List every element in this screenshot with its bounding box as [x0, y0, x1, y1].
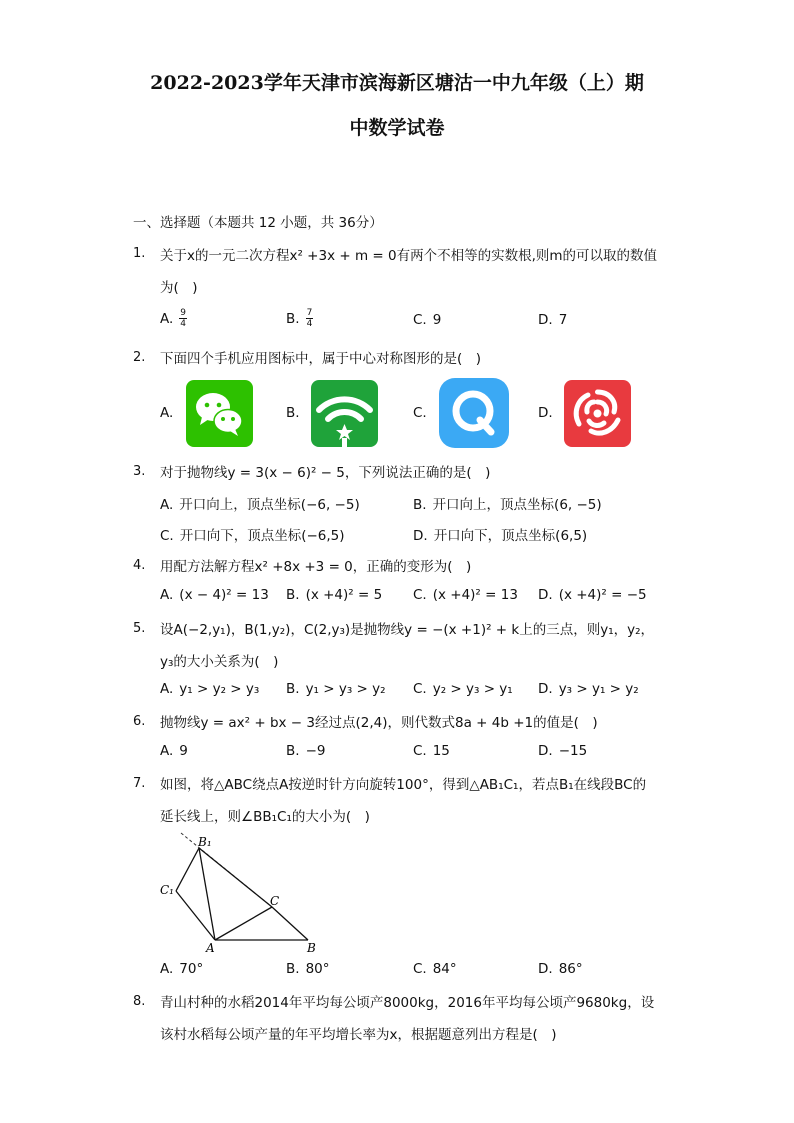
point-label-b: B	[307, 941, 316, 955]
option-a	[160, 743, 188, 759]
option-text: 80°	[305, 961, 330, 977]
option-label: D.	[413, 528, 428, 544]
section-heading: 一、选择题（本题共 12 小题，共 36分）	[133, 215, 383, 231]
option-a	[160, 961, 203, 977]
option-c	[413, 312, 441, 328]
question-text: 抛物线y = ax² + bx − 3经过点(2,4)，则代数式8a + 4b +1的值是( )	[160, 715, 598, 731]
segment-c1a	[176, 891, 215, 940]
option-text: 开口向下，顶点坐标(−6,5)	[179, 528, 345, 544]
option-text: (x +4)² = −5	[558, 587, 647, 603]
option-label-c: C.	[413, 405, 427, 421]
question-number: 8.	[133, 994, 146, 1009]
question-text-cont: 延长线上，则∠BB₁C₁的大小为( )	[160, 809, 370, 825]
q-search-icon	[439, 378, 509, 448]
option-label: A.	[160, 681, 174, 697]
segment-ab1	[199, 848, 215, 940]
option-b	[286, 587, 382, 603]
fraction	[179, 308, 187, 329]
question-number: 2.	[133, 350, 146, 365]
option-d	[538, 961, 583, 977]
question-text-cont: 该村水稻每公顷产量的年平均增长率为x，根据题意列出方程是( )	[160, 1027, 557, 1043]
option-text: −9	[305, 743, 326, 759]
option-a	[160, 587, 269, 603]
option-text: y₃ > y₁ > y₂	[558, 681, 639, 697]
option-text: 开口向上，顶点坐标(6, −5)	[432, 497, 602, 513]
option-label: A.	[160, 743, 174, 759]
option-text: y₁ > y₂ > y₃	[179, 681, 260, 697]
option-text: 70°	[179, 961, 204, 977]
option-label: B.	[286, 587, 300, 603]
option-text: 9	[179, 743, 188, 759]
option-text: 开口向上，顶点坐标(−6, −5)	[179, 497, 360, 513]
option-label: B.	[413, 497, 427, 513]
option-text: 84°	[432, 961, 457, 977]
question-text: 对于抛物线y = 3(x − 6)² − 5，下列说法正确的是( )	[160, 465, 491, 481]
option-b	[286, 681, 386, 697]
rotation-figure	[150, 828, 330, 956]
option-label: C.	[413, 312, 427, 328]
option-text: 7	[558, 312, 568, 328]
option-label: D.	[538, 961, 553, 977]
option-label: B.	[286, 681, 300, 697]
question-number: 5.	[133, 621, 146, 636]
wechat-icon	[186, 380, 253, 447]
option-text: y₁ > y₃ > y₂	[305, 681, 386, 697]
point-label-b1: B₁	[198, 835, 212, 849]
option-a	[160, 308, 187, 329]
option-a	[160, 493, 360, 513]
option-label-b: B.	[286, 405, 300, 421]
question-text: 青山村种的水稻2014年平均每公顷产8000kg，2016年平均每公顷产9680kg，设	[160, 995, 655, 1011]
option-label: D.	[538, 743, 553, 759]
option-b	[413, 493, 602, 513]
option-c	[413, 743, 450, 759]
fraction	[306, 308, 314, 329]
segment-b1c	[199, 848, 272, 907]
point-label-a: A	[206, 941, 215, 955]
option-label: B.	[286, 743, 300, 759]
option-d	[538, 312, 567, 328]
question-text: 下面四个手机应用图标中，属于中心对称图形的是( )	[160, 351, 482, 367]
segment-cb	[272, 907, 308, 940]
option-text: −15	[558, 743, 588, 759]
question-text-cont: y₃的大小关系为( )	[160, 654, 279, 670]
fraction-denominator: 4	[180, 319, 187, 329]
option-label: B.	[286, 310, 300, 327]
option-label-d: D.	[538, 405, 553, 421]
fraction-numerator: 9	[180, 308, 187, 318]
option-d	[538, 587, 647, 603]
option-c	[413, 961, 457, 977]
option-label: C.	[413, 743, 427, 759]
option-b	[286, 743, 325, 759]
option-text: 开口向下，顶点坐标(6,5)	[433, 528, 588, 544]
option-label: C.	[413, 681, 427, 697]
option-d	[538, 681, 639, 697]
wifi-signal-icon	[311, 380, 378, 447]
option-label: D.	[538, 681, 553, 697]
question-text: 用配方法解方程x² +8x +3 = 0，正确的变形为( )	[160, 559, 472, 575]
option-b	[286, 961, 330, 977]
option-text: 86°	[558, 961, 583, 977]
question-text: 如图，将△ABC绕点A按逆时针方向旋转100°，得到△AB₁C₁，若点B₁在线段BC的	[160, 777, 647, 793]
option-a	[160, 681, 259, 697]
question-number: 3.	[133, 464, 146, 479]
segment-ac	[215, 907, 272, 940]
option-c	[413, 587, 518, 603]
option-label: B.	[286, 961, 300, 977]
option-text: (x +4)² = 5	[305, 587, 383, 603]
option-label: A.	[160, 310, 174, 327]
option-text: y₂ > y₃ > y₁	[432, 681, 513, 697]
question-text: 设A(−2,y₁)，B(1,y₂)，C(2,y₃)是抛物线y = −(x +1)² + k上的三点，则y₁，y₂，	[160, 622, 655, 638]
spiral-swirl-icon	[564, 380, 631, 447]
option-label: C.	[160, 528, 174, 544]
option-d	[538, 743, 587, 759]
option-label: A.	[160, 961, 174, 977]
option-label: C.	[413, 587, 427, 603]
question-text: 关于x的一元二次方程x² +3x + m = 0有两个不相等的实数根,则m的可以取的数值	[160, 248, 658, 264]
option-label-a: A.	[160, 405, 174, 421]
option-d	[413, 524, 587, 544]
option-text: (x +4)² = 13	[432, 587, 518, 603]
question-text-cont: 为( )	[160, 280, 198, 296]
option-text: 15	[432, 743, 450, 759]
option-label: A.	[160, 497, 174, 513]
question-number: 6.	[133, 714, 146, 729]
option-text: (x − 4)² = 13	[179, 587, 269, 603]
point-label-c: C	[270, 894, 280, 908]
option-label: A.	[160, 587, 174, 603]
option-text: 9	[432, 312, 442, 328]
exam-title-line-1: 2022-2023学年天津市滨海新区塘沽一中九年级（上）期	[150, 72, 644, 94]
question-number: 4.	[133, 558, 146, 573]
option-c	[413, 681, 513, 697]
option-label: D.	[538, 312, 553, 328]
option-c	[160, 524, 345, 544]
option-label: C.	[413, 961, 427, 977]
question-number: 7.	[133, 776, 146, 791]
exam-title-line-2: 中数学试卷	[349, 117, 445, 139]
option-label: D.	[538, 587, 553, 603]
question-number: 1.	[133, 246, 146, 261]
segment-b1c1	[176, 848, 199, 891]
option-b	[286, 308, 313, 329]
fraction-numerator: 7	[306, 308, 313, 318]
point-label-c1: C₁	[160, 883, 174, 897]
fraction-denominator: 4	[306, 319, 313, 329]
